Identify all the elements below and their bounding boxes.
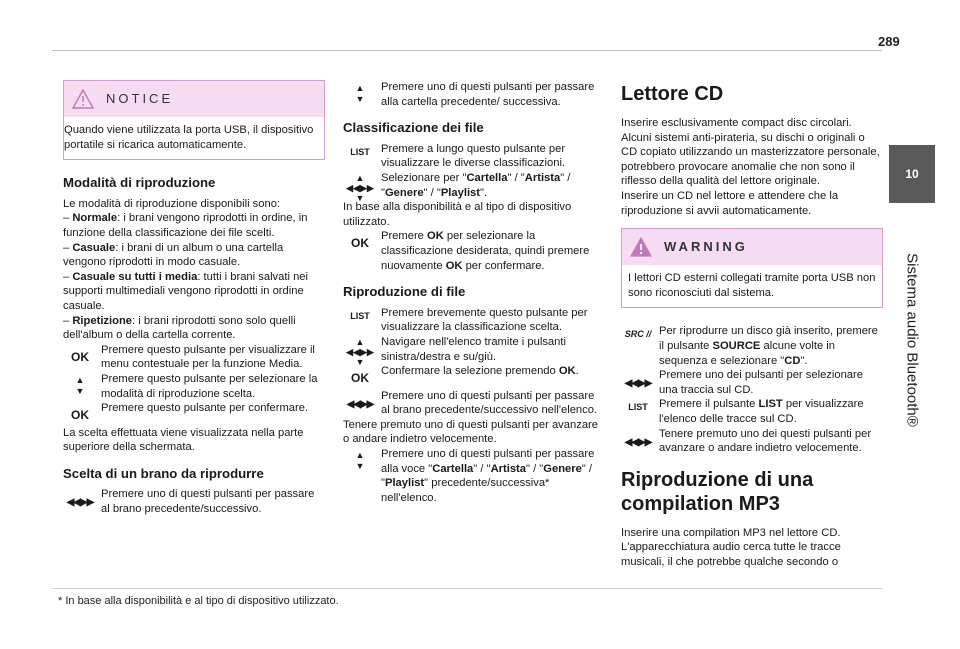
ok-button-icon: OK: [351, 236, 369, 251]
list-long-row: LIST Premere a lungo questo pulsante per visualizzare le diverse classificazioni.: [343, 142, 605, 171]
up-down-arrows-icon: ▲ ▼: [75, 374, 85, 396]
confirm-row: OK Confermare la selezione premendo OK.: [343, 364, 605, 379]
lr-select-row: ◀◀▶▶ Premere uno dei pulsanti per selezionare una traccia sul CD.: [621, 368, 883, 397]
track-row: ◀◀▶▶ Premere uno di questi pulsanti per passare al brano precedente/successivo.: [63, 487, 325, 516]
ok-button-icon: OK: [71, 408, 89, 423]
lr-track-row: ◀◀▶▶ Premere uno di questi pulsanti per passare al brano precedente/successivo nell'elenco.: [343, 389, 605, 418]
chapter-title-vertical: Sistema audio Bluetooth®: [903, 253, 921, 427]
notice-title: NOTICE: [106, 90, 174, 106]
column-3: [621, 80, 883, 569]
warning-header: [622, 229, 882, 265]
ok-confirm-row: OK Premere questo pulsante per confermare.: [63, 401, 325, 416]
modes-heading: Modalità di riproduzione: [63, 175, 216, 191]
column-1: [63, 80, 325, 517]
cd-heading: Lettore CD: [621, 83, 724, 105]
warning-triangle-icon: [72, 89, 94, 109]
choice-note: La scelta effettuata viene visualizzata nella parte superiore della schermata.: [63, 426, 304, 454]
warning-title: WARNING: [664, 238, 748, 254]
up-down-arrows-icon: ▲ ▼: [355, 83, 365, 104]
ok-button-icon: OK: [351, 371, 369, 386]
mp3-heading: Riproduzione di una compilation MP3: [621, 468, 814, 515]
track-heading: Scelta di un brano da riprodurre: [63, 465, 264, 481]
folder-row: ▲ ▼ Premere uno di questi pulsanti per passare alla cartella precedente/ successiva.: [343, 80, 605, 109]
notice-text: Quando viene utilizzata la porta USB, il dispositivo portatile si ricarica automaticamente.: [64, 124, 314, 151]
voice-row: ▲ ▼ Premere uno di questi pulsanti per passare alla voce "Cartella" / "Artista" / "Genere" / "Playlist" precedente/successiva* nell'elenco.: [343, 447, 605, 505]
up-down-arrows-icon: ▲ ▼: [355, 450, 365, 472]
list-button-icon: LIST: [350, 146, 370, 157]
list-button-icon: LIST: [350, 310, 370, 321]
list-cd-row: LIST Premere il pulsante LIST per visualizzare l'elenco delle tracce sul CD.: [621, 397, 883, 426]
cd-insert: Inserire un CD nel lettore e attendere che la riproduzione si avvii automaticamente.: [621, 189, 839, 217]
column-2: [343, 80, 605, 505]
hold-text: Tenere premuto uno di questi pulsanti per avanzare o andare indietro velocemente.: [343, 418, 598, 446]
source-row: SRC // Per riprodurre un disco già inserito, premere il pulsante SOURCE alcune volte in sequenza e selezionare "CD".: [621, 324, 883, 368]
hold-cd-row: ◀◀▶▶ Tenere premuto uno dei questi pulsanti per avanzare o andare indietro velocemente.: [621, 427, 883, 456]
updown-select-row: ▲ ▼ Premere questo pulsante per selezionare la modalità di riproduzione scelta.: [63, 372, 325, 401]
four-way-arrows-icon: ▲ ◀◀▶▶ ▼: [346, 336, 374, 367]
navigate-row: ▲ ◀◀▶▶ ▼ Navigare nell'elenco tramite i pulsanti sinistra/destra e su/giù.: [343, 335, 605, 364]
chapter-tab: 10: [889, 145, 935, 203]
left-right-arrows-icon: ◀◀▶▶: [66, 497, 94, 509]
footnote: * In base alla disponibilità e al tipo di dispositivo utilizzato.: [58, 595, 339, 607]
mode-casual-all: – Casuale su tutti i media: tutti i brani salvati nei supporti multimediali vengono riprodotti in ordine casuale.: [63, 270, 308, 312]
warning-triangle-icon: [630, 237, 652, 257]
cd-text: Inserire esclusivamente compact disc circolari. Alcuni sistemi anti-pirateria, su dischi o originali o CD copiato utilizzando un masterizzatore personale, potrebbero provocare anomalie che non sono il riflesso della qualità del lettore originale.: [621, 117, 880, 188]
modes-intro: Le modalità di riproduzione disponibili sono:: [63, 197, 281, 210]
source-button-icon: SRC //: [624, 329, 652, 340]
ok-menu-row: OK Premere questo pulsante per visualizzare il menu contestuale per la funzione Media.: [63, 343, 325, 372]
notice-box: [63, 80, 325, 160]
list-short-row: LIST Premere brevemente questo pulsante per visualizzare la classificazione scelta.: [343, 306, 605, 335]
four-way-arrows-icon: ▲ ◀◀▶▶ ▼: [346, 172, 374, 203]
play-heading: Riproduzione di file: [343, 284, 466, 300]
warning-body: [622, 265, 882, 307]
warning-text: I lettori CD esterni collegati tramite porta USB non sono riconosciuti dal sistema.: [628, 272, 876, 299]
ok-button-icon: OK: [71, 349, 89, 364]
footnote-rule: [52, 588, 882, 589]
availability-text: In base alla disponibilità e al tipo di dispositivo utilizzato.: [343, 201, 572, 228]
notice-header: [64, 81, 324, 117]
header-rule: [52, 50, 882, 51]
mode-normal: – Normale: i brani vengono riprodotti in ordine, in funzione della classificazione dei file scelti.: [63, 212, 308, 239]
class-heading: Classificazione dei file: [343, 120, 484, 136]
mode-casual: – Casuale: i brani di un album o una cartella vengono riprodotti in modo casuale.: [63, 241, 284, 269]
left-right-arrows-icon: ◀◀▶▶: [624, 378, 652, 390]
mode-repeat: – Ripetizione: i brani riprodotti sono solo quelli dell'album o della cartella corrente.: [63, 314, 296, 342]
select-class-row: ▲ ◀◀▶▶ ▼ Selezionare per "Cartella" / "Artista" / "Genere" / "Playlist".: [343, 171, 605, 200]
notice-body: [64, 117, 324, 159]
list-button-icon: LIST: [628, 402, 648, 413]
ok-select-row: OK Premere OK per selezionare la classificazione desiderata, quindi premere nuovamente OK per confermare.: [343, 229, 605, 273]
left-right-arrows-icon: ◀◀▶▶: [624, 436, 652, 448]
warning-box: [621, 228, 883, 308]
mp3-text: Inserire una compilation MP3 nel lettore CD. L'apparecchiatura audio cerca tutte le tracce musicali, il che potrebbe qualche secondo o: [621, 526, 841, 568]
left-right-arrows-icon: ◀◀▶▶: [346, 398, 374, 410]
page-number: 289: [878, 34, 900, 49]
